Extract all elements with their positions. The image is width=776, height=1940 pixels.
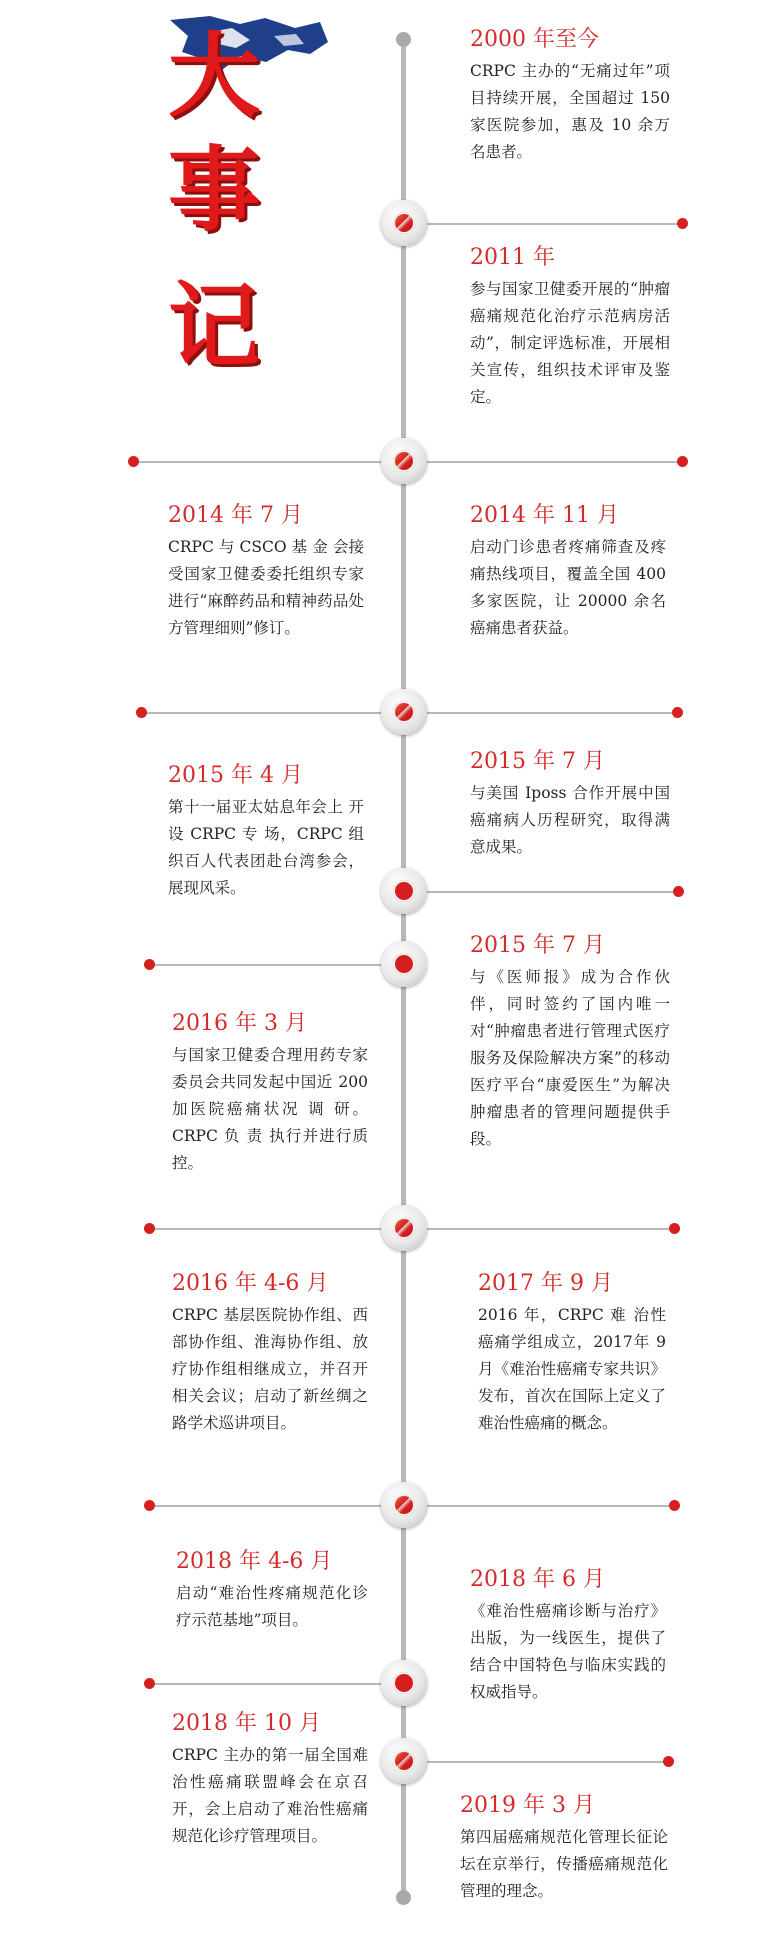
event-year: 2014 年 11 月 <box>470 503 619 528</box>
event-text: 与国家卫健委合理用药专家委员会共同发起中国近 200 加医院癌痛状况 调 研。CRPC 负 责 执行并进行质控。 <box>172 1046 368 1172</box>
timeline-node <box>381 200 427 246</box>
connector-line <box>404 1761 668 1763</box>
event-text: 《难治性癌痛诊断与治疗》出版，为一线医生，提供了结合中国特色与临床实践的权威指导。 <box>470 1602 666 1701</box>
timeline-node <box>381 438 427 484</box>
connector-dot <box>677 456 688 467</box>
connector-dot <box>669 1223 680 1234</box>
timeline-node <box>381 1660 427 1706</box>
title-char-3: 记 <box>168 272 261 380</box>
connector-dot <box>144 1500 155 1511</box>
connector-dot <box>144 1678 155 1689</box>
timeline-end-cap <box>396 1890 411 1905</box>
connector-dot <box>144 1223 155 1234</box>
connector-line <box>148 1683 404 1685</box>
connector-line <box>404 891 678 893</box>
event-text: 第十一届亚太姑息年会上 开 设 CRPC 专 场，CRPC 组织百人代表团赴台湾参会，展现风采。 <box>168 798 364 897</box>
event-year: 2016 年 4-6 月 <box>172 1271 329 1296</box>
timeline-node <box>381 1738 427 1784</box>
event-text: CRPC 与 CSCO 基 金 会接受国家卫健委委托组织专家进行“麻醉药品和精神药品处方管理细则”修订。 <box>168 538 364 637</box>
connector-dot <box>673 886 684 897</box>
timeline-node <box>381 1482 427 1528</box>
timeline-node <box>381 689 427 735</box>
connector-dot <box>144 959 155 970</box>
title-char-2: 事 <box>168 136 261 244</box>
timeline-node <box>381 868 427 914</box>
event-text: 与《医师报》成为合作伙伴，同时签约了国内唯一对“肿瘤患者进行管理式医疗服务及保险解决方案”的移动医疗平台“康爱医生”为解决肿瘤患者的管理问题提供手段。 <box>470 968 670 1148</box>
event-year: 2015 年 7 月 <box>470 749 605 774</box>
timeline-node <box>381 941 427 987</box>
event-year: 2017 年 9 月 <box>478 1271 613 1296</box>
event-text: 启动“难治性疼痛规范化诊疗示范基地”项目。 <box>176 1584 368 1629</box>
connector-dot <box>663 1756 674 1767</box>
event-year: 2000 年至今 <box>470 27 599 52</box>
connector-dot <box>669 1500 680 1511</box>
event-text: CRPC 主办的“无痛过年”项目持续开展，全国超过 150 家医院参加，惠及 10 余万名患者。 <box>470 62 670 161</box>
connector-dot <box>672 707 683 718</box>
timeline-start-cap <box>396 32 411 47</box>
event-year: 2016 年 3 月 <box>172 1011 307 1036</box>
event-text: 参与国家卫健委开展的“肿瘤癌痛规范化治疗示范病房活动”，制定评选标准，开展相关宣传，组织技术评审及鉴定。 <box>470 280 670 406</box>
event-year: 2018 年 10 月 <box>172 1711 321 1736</box>
event-year: 2019 年 3 月 <box>460 1793 595 1818</box>
event-year: 2018 年 6 月 <box>470 1567 605 1592</box>
connector-dot <box>128 456 139 467</box>
event-text: 与美国 Iposs 合作开展中国癌痛病人历程研究，取得满意成果。 <box>470 784 670 856</box>
event-year: 2011 年 <box>470 245 555 270</box>
connector-line <box>404 223 682 225</box>
connector-line <box>148 964 404 966</box>
event-year: 2018 年 4-6 月 <box>176 1549 333 1574</box>
event-text: 启动门诊患者疼痛筛查及疼痛热线项目，覆盖全国 400 多家医院，让 20000 余名癌痛患者获益。 <box>470 538 666 637</box>
event-year: 2014 年 7 月 <box>168 503 303 528</box>
event-text: CRPC 主办的第一届全国难治性癌痛联盟峰会在京召开，会上启动了难治性癌痛规范化诊疗管理项目。 <box>172 1746 368 1845</box>
event-year: 2015 年 4 月 <box>168 763 303 788</box>
event-text: 第四届癌痛规范化管理长征论坛在京举行，传播癌痛规范化管理的理念。 <box>460 1828 668 1900</box>
event-text: CRPC 基层医院协作组、西部协作组、淮海协作组、放疗协作组相继成立，并召开相关会议；启动了新丝绸之路学术巡讲项目。 <box>172 1306 368 1432</box>
title-char-1: 大 <box>168 22 261 130</box>
timeline-node <box>381 1205 427 1251</box>
event-year: 2015 年 7 月 <box>470 933 605 958</box>
connector-dot <box>677 218 688 229</box>
connector-dot <box>136 707 147 718</box>
event-text: 2016 年，CRPC 难 治性癌痛学组成立，2017年 9 月《难治性癌痛专家共识》发布，首次在国际上定义了难治性癌痛的概念。 <box>478 1306 666 1432</box>
